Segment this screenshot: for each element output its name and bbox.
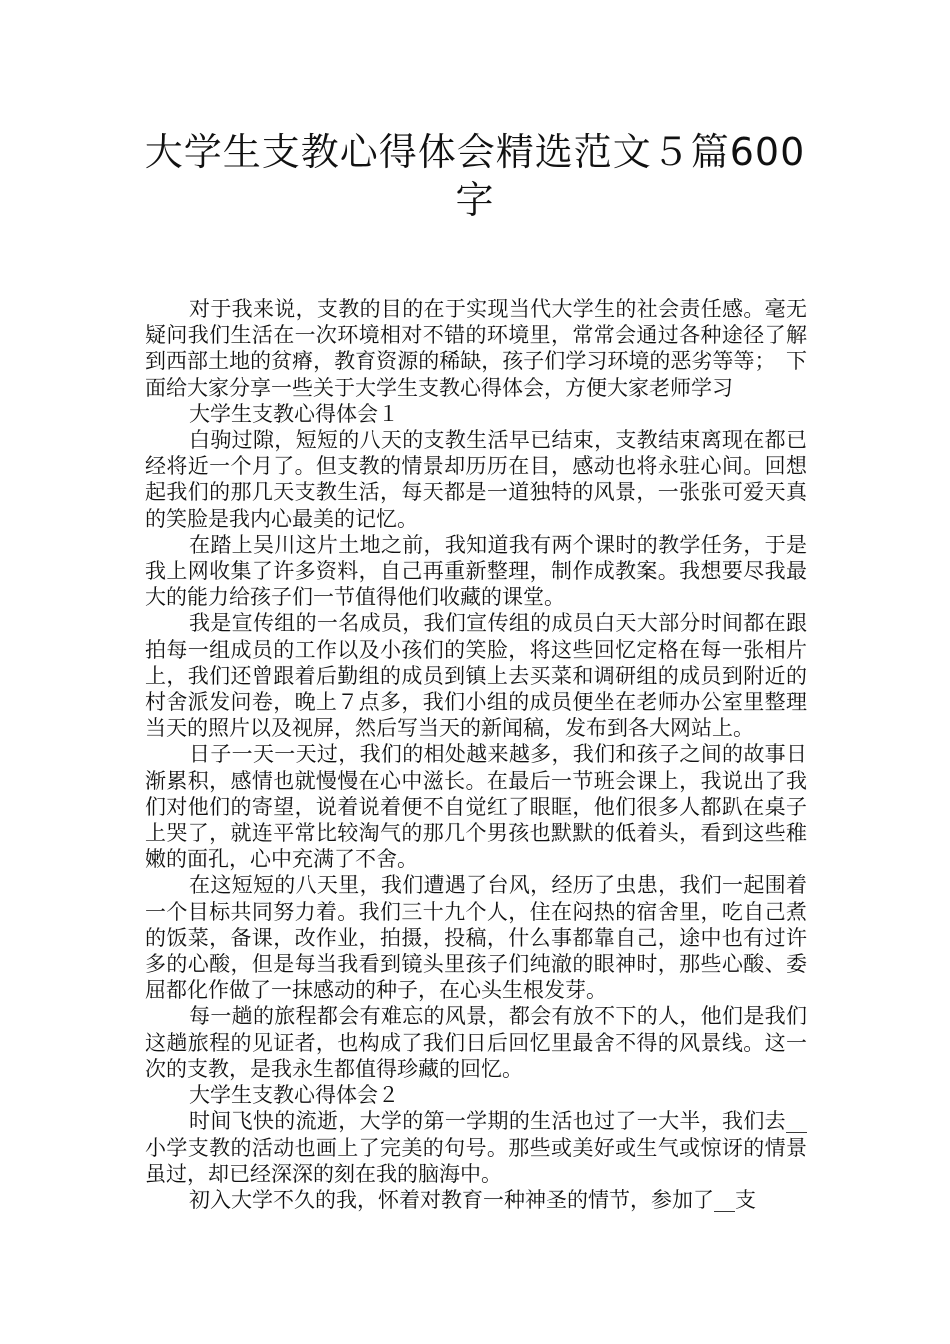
body-paragraph: 每一趟的旅程都会有难忘的风景，都会有放不下的人，他们是我们这趟旅程的见证者，也构成了我们日后回忆里最舍不得的风景线。这一次的支教，是我永生都值得珍藏的回忆。 bbox=[145, 1004, 807, 1081]
body-paragraph: 时间飞快的流逝，大学的第一学期的生活也过了一大半，我们去__小学支教的活动也画上了完美的句号。那些或美好或生气或惊讶的情景虽过，却已经深深的刻在我的脑海中。 bbox=[145, 1109, 807, 1186]
body-paragraph: 初入大学不久的我，怀着对教育一种神圣的情节，参加了__支 bbox=[189, 1187, 756, 1212]
body-paragraph: 在踏上吴川这片土地之前，我知道我有两个课时的教学任务，于是我上网收集了许多资料，自己再重新整理，制作成教案。我想要尽我最大的能力给孩子们一节值得他们收藏的课堂。 bbox=[145, 532, 807, 610]
body-paragraph: 白驹过隙，短短的八天的支教生活早已结束，支教结束离现在都已经将近一个月了。但支教的情景却历历在目，感动也将永驻心间。回想起我们的那几天支教生活，每天都是一道独特的风景，一张张可爱天真的笑脸是我内心最美的记忆。 bbox=[145, 428, 807, 531]
section-heading-1: 大学生支教心得体会１ bbox=[189, 401, 399, 426]
section-heading-2: 大学生支教心得体会２ bbox=[189, 1083, 399, 1108]
body-paragraph: 我是宣传组的一名成员，我们宣传组的成员白天大部分时间都在跟拍每一组成员的工作以及小孩们的笑脸，将这些回忆定格在每一张相片上，我们还曾跟着后勤组的成员到镇上去买菜和调研组的成员到附近的村舍派发问卷，晚上７点多，我们小组的成员便坐在老师办公室里整理当天的照片以及视屏，然后写当天的新闻稿，发布到各大网站上。 bbox=[145, 611, 807, 741]
body-paragraph: 在这短短的八天里，我们遭遇了台风，经历了虫患，我们一起围着一个目标共同努力着。我们三十九个人，住在闷热的宿舍里，吃自己煮的饭菜，备课，改作业，拍摄，投稿，什么事都靠自己，途中也有过许多的心酸，但是每当我看到镜头里孩子们纯澈的眼神时，那些心酸、委屈都化作做了一抹感动的种子，在心头生根发芽。 bbox=[145, 873, 807, 1003]
document-title: 大学生支教心得体会精选范文５篇600字 bbox=[144, 130, 806, 222]
document-body bbox=[145, 296, 807, 1213]
body-paragraph: 日子一天一天过，我们的相处越来越多，我们和孩子之间的故事日渐累积，感情也就慢慢在心中滋长。在最后一节班会课上，我说出了我们对他们的寄望，说着说着便不自觉红了眼眶，他们很多人都趴在桌子上哭了，就连平常比较淘气的那几个男孩也默默的低着头，看到这些稚嫩的面孔，心中充满了不舍。 bbox=[145, 742, 807, 872]
intro-paragraph: 对于我来说，支教的目的在于实现当代大学生的社会责任感。毫无疑问我们生活在一次环境相对不错的环境里，常常会通过各种途径了解到西部土地的贫瘠，教育资源的稀缺，孩子们学习环境的恶劣等等； 下面给大家分享一些关于大学生支教心得体会，方便大家老师学习 bbox=[145, 297, 807, 400]
